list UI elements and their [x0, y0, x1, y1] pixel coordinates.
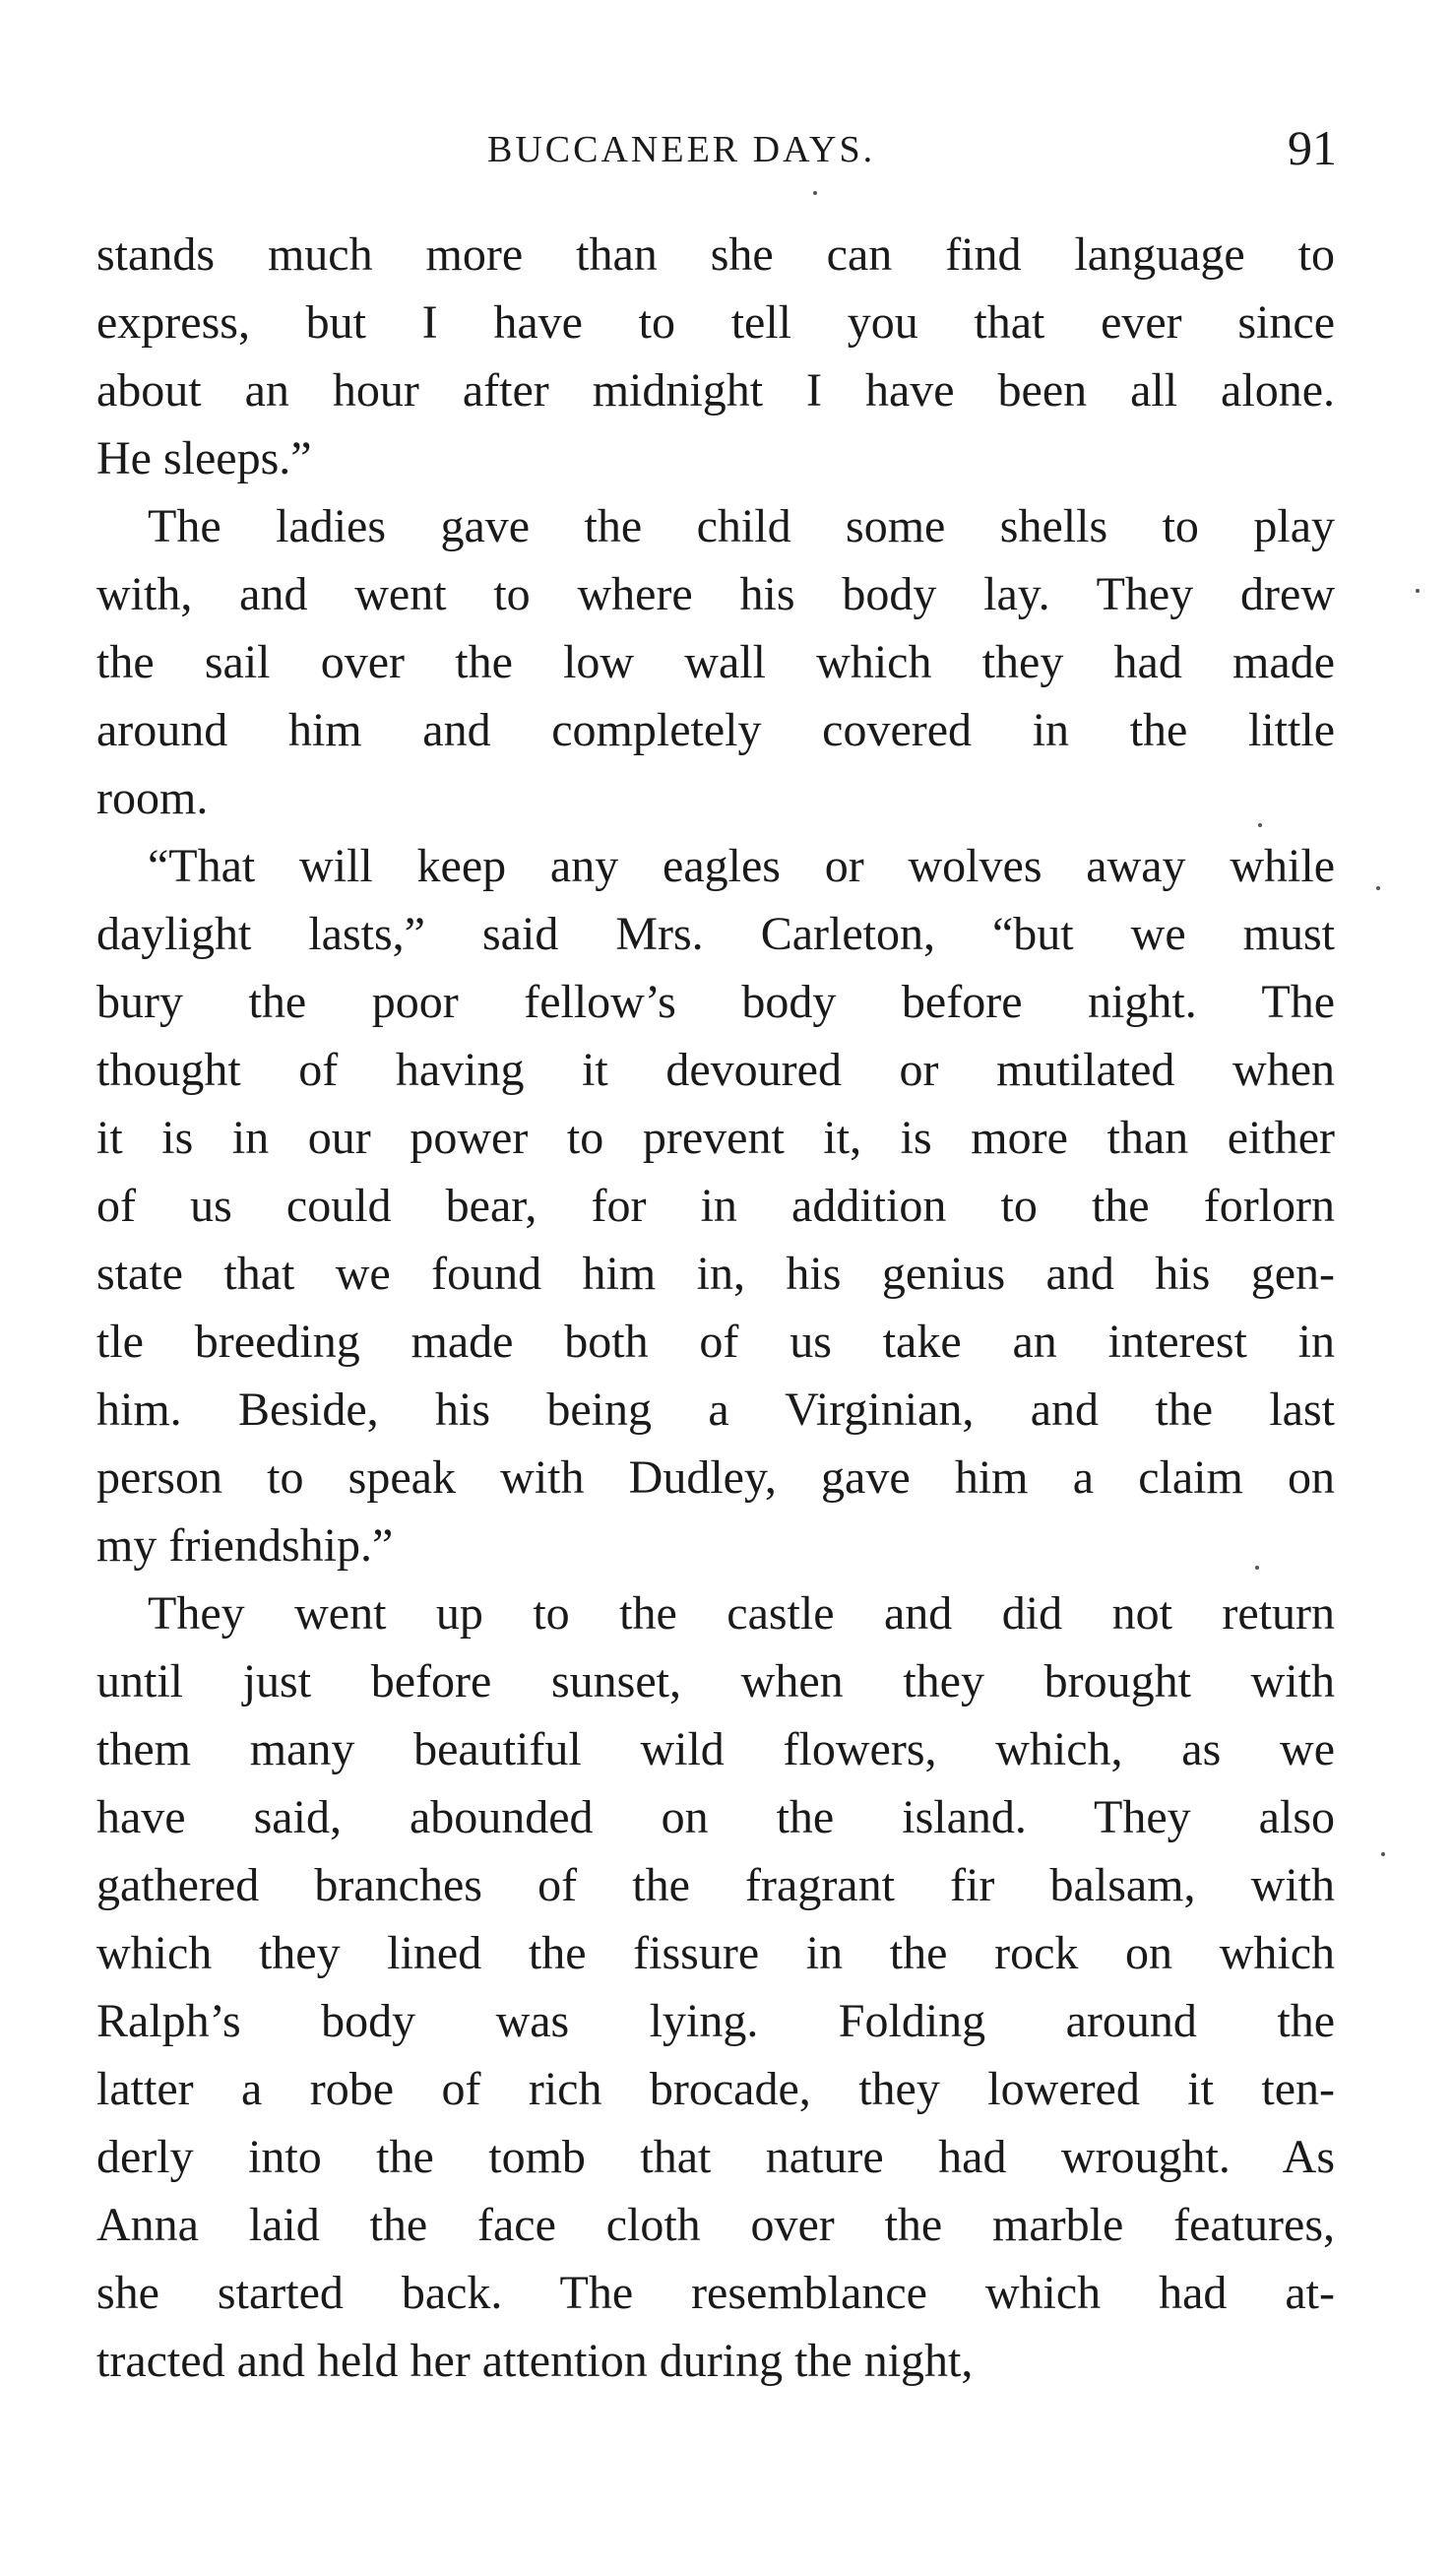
- paragraph: [96, 492, 1335, 832]
- paragraph: [96, 1579, 1335, 2395]
- text-line: “That will keep any eagles or wolves away while: [148, 840, 1335, 892]
- paragraph: [96, 221, 1335, 492]
- text-line: about an hour after midnight I have been all alone.: [96, 364, 1335, 417]
- text-line: my friendship.”: [96, 1519, 394, 1572]
- text-line: room.: [96, 772, 209, 824]
- text-line: she started back. The resemblance which had at-: [96, 2267, 1335, 2319]
- print-speck: [1255, 1566, 1259, 1570]
- text-line: derly into the tomb that nature had wrought. As: [96, 2131, 1335, 2183]
- text-line: them many beautiful wild flowers, which, as we: [96, 1723, 1335, 1775]
- text-line: bury the poor fellow’s body before night. The: [96, 976, 1335, 1028]
- text-line: gathered branches of the fragrant fir balsam, with: [96, 1859, 1335, 1911]
- text-line: He sleeps.”: [96, 432, 312, 484]
- text-line: tle breeding made both of us take an interest in: [96, 1316, 1335, 1368]
- text-line: it is in our power to prevent it, is more than either: [96, 1112, 1335, 1164]
- text-line: express, but I have to tell you that ever since: [96, 296, 1335, 349]
- print-speck: [813, 191, 817, 195]
- text-line: until just before sunset, when they brought with: [96, 1655, 1335, 1707]
- page-number: 91: [1288, 120, 1337, 175]
- text-line: tracted and held her attention during the night,: [96, 2335, 974, 2387]
- text-line: Ralph’s body was lying. Folding around the: [96, 1995, 1335, 2047]
- body-text: [96, 221, 1335, 2395]
- text-line: around him and completely covered in the little: [96, 704, 1335, 756]
- text-line: stands much more than she can find language to: [96, 228, 1335, 281]
- text-line: state that we found him in, his genius and his gen-: [96, 1248, 1335, 1300]
- print-speck: [1381, 1852, 1385, 1856]
- running-title: BUCCANEER DAYS.: [487, 129, 876, 170]
- print-speck: [1258, 823, 1262, 827]
- running-head: [0, 116, 1453, 185]
- text-line: daylight lasts,” said Mrs. Carleton, “but we must: [96, 908, 1335, 960]
- text-line: with, and went to where his body lay. They drew: [96, 568, 1335, 620]
- text-line: the sail over the low wall which they had made: [96, 636, 1335, 688]
- text-line: him. Beside, his being a Virginian, and the last: [96, 1384, 1335, 1436]
- print-speck: [1416, 589, 1420, 593]
- text-line: thought of having it devoured or mutilated when: [96, 1044, 1335, 1096]
- text-line: which they lined the fissure in the rock on which: [96, 1927, 1335, 1979]
- text-line: latter a robe of rich brocade, they lowered it ten-: [96, 2063, 1335, 2115]
- paragraph: [96, 832, 1335, 1579]
- text-line: have said, abounded on the island. They also: [96, 1791, 1335, 1843]
- print-speck: [1376, 886, 1380, 890]
- text-line: The ladies gave the child some shells to play: [148, 500, 1335, 552]
- text-line: They went up to the castle and did not return: [148, 1587, 1335, 1640]
- text-line: of us could bear, for in addition to the forlorn: [96, 1180, 1335, 1232]
- text-line: Anna laid the face cloth over the marble features,: [96, 2199, 1335, 2251]
- text-line: person to speak with Dudley, gave him a claim on: [96, 1451, 1335, 1504]
